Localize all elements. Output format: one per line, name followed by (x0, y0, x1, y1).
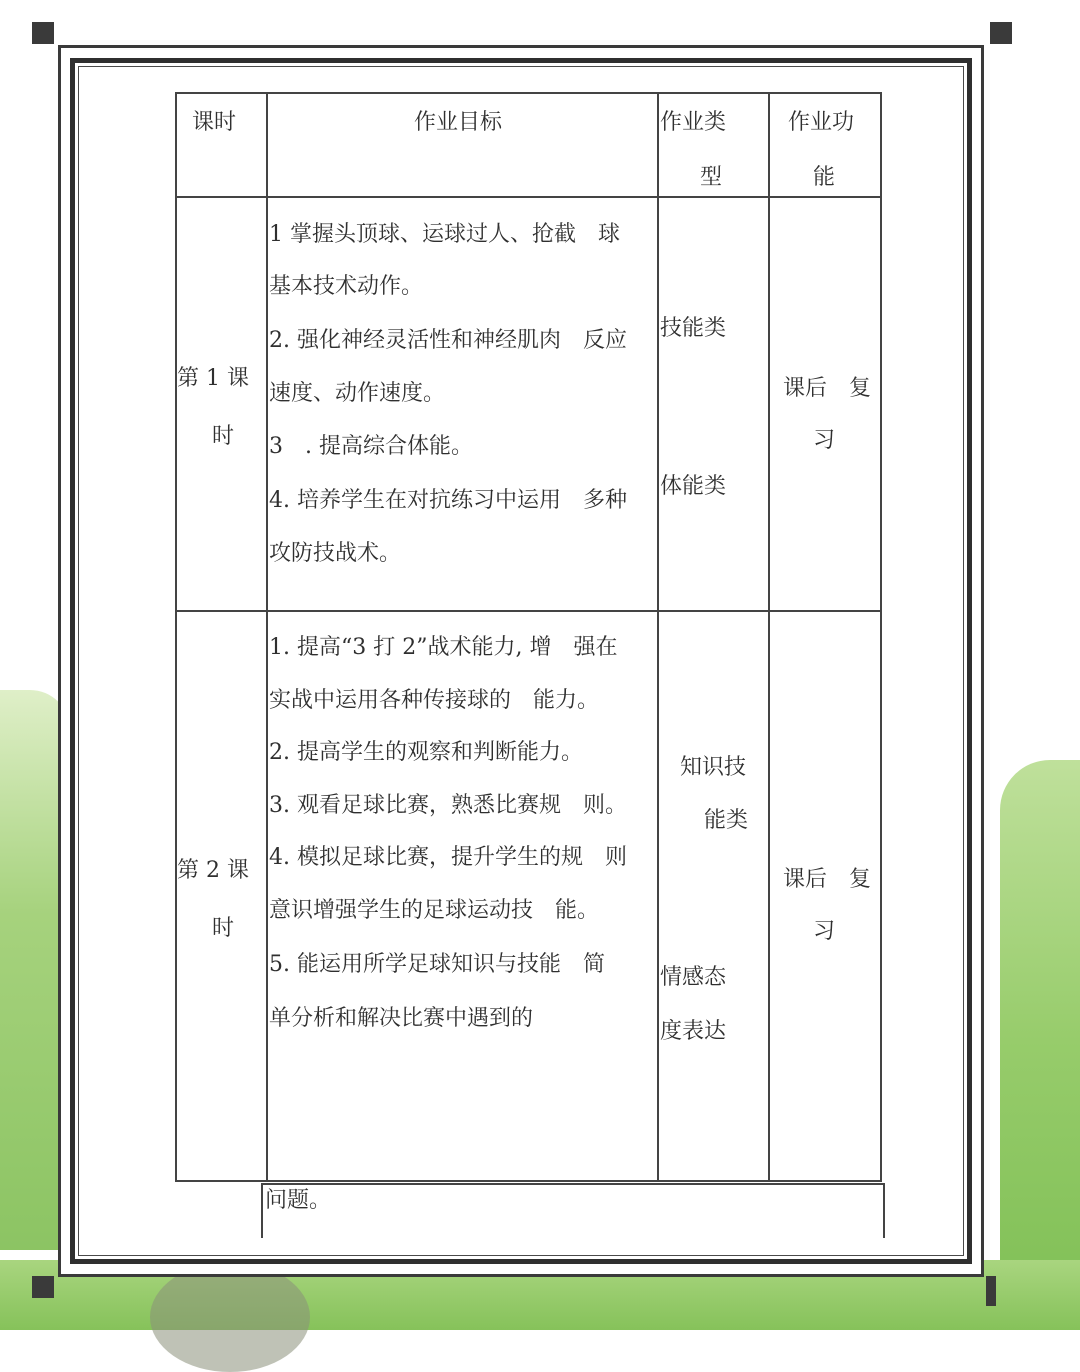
table-border-left (175, 92, 177, 1182)
row2-type-emotion-line2: 度表达 (660, 1019, 727, 1044)
header-goal: 作业目标 (414, 110, 503, 135)
row1-lesson-line2: 时 (212, 424, 235, 449)
row2-goal-line: 3. 观看足球比赛，熟悉比赛规 则。 (269, 793, 627, 818)
background-grass-right (1000, 760, 1080, 1320)
overflow-text: 问题。 (265, 1188, 332, 1213)
table-row-divider (175, 196, 882, 198)
header-function-line2: 能 (813, 165, 836, 190)
row1-goal-line: 1 掌握头顶球、运球过人、抢截 球 (269, 222, 620, 247)
row2-goal-line: 2. 提高学生的观察和判断能力。 (269, 740, 583, 765)
row2-goal-line: 意识增强学生的足球运动技 能。 (269, 898, 600, 923)
header-type-line1: 作业类 (660, 110, 727, 135)
resize-handle-top-right[interactable] (990, 22, 1012, 44)
table-col-divider (657, 92, 659, 1182)
row2-lesson-line1: 第 2 课 (177, 858, 249, 883)
row2-goal-line: 1. 提高“3 打 2”战术能力, 增 强在 (269, 635, 618, 660)
row1-goal-line: 攻防技战术。 (269, 541, 402, 566)
row2-goal-line: 5. 能运用所学足球知识与技能 简 (269, 952, 605, 977)
resize-handle-bottom-left[interactable] (32, 1276, 54, 1298)
table-row-divider (175, 610, 882, 612)
row1-goal-line: 基本技术动作。 (269, 274, 424, 299)
table-col-divider (768, 92, 770, 1182)
row1-function-line2: 习 (813, 428, 836, 453)
row1-goal-line: 2. 强化神经灵活性和神经肌肉 反应 (269, 328, 627, 353)
overflow-box-left (261, 1183, 263, 1238)
header-type-line2: 型 (700, 165, 723, 190)
table-border-bottom (175, 1180, 882, 1182)
table-border-top (175, 92, 882, 94)
row2-goal-line: 实战中运用各种传接球的 能力。 (269, 688, 600, 713)
row1-type-skill: 技能类 (660, 316, 727, 341)
row1-type-fitness: 体能类 (660, 474, 727, 499)
row1-goal-line: 3 . 提高综合体能。 (269, 434, 473, 459)
overflow-box-right (883, 1183, 885, 1238)
header-function-line1: 作业功 (788, 110, 855, 135)
header-lesson: 课时 (192, 110, 237, 135)
row1-goal-line: 4. 培养学生在对抗练习中运用 多种 (269, 488, 627, 513)
row2-function-line2: 习 (813, 919, 836, 944)
table-border-right (880, 92, 882, 1182)
resize-handle-bottom-right[interactable] (986, 1276, 996, 1306)
row2-type-knowledge-line2: 能类 (704, 808, 749, 833)
resize-handle-top-left[interactable] (32, 22, 54, 44)
row2-lesson-line2: 时 (212, 916, 235, 941)
overflow-box-top (261, 1183, 885, 1185)
table-col-divider (266, 92, 268, 1182)
row2-goal-line: 单分析和解决比赛中遇到的 (269, 1006, 534, 1031)
row2-type-knowledge-line1: 知识技 (680, 755, 747, 780)
background-ball (150, 1262, 310, 1372)
row1-lesson-line1: 第 1 课 (177, 366, 249, 391)
row2-goal-line: 4. 模拟足球比赛，提升学生的规 则 (269, 845, 627, 870)
row2-type-emotion-line1: 情感态 (660, 965, 727, 990)
row1-function-line1: 课后 复 (783, 376, 872, 401)
row1-goal-line: 速度、动作速度。 (269, 381, 446, 406)
row2-function-line1: 课后 复 (783, 867, 872, 892)
